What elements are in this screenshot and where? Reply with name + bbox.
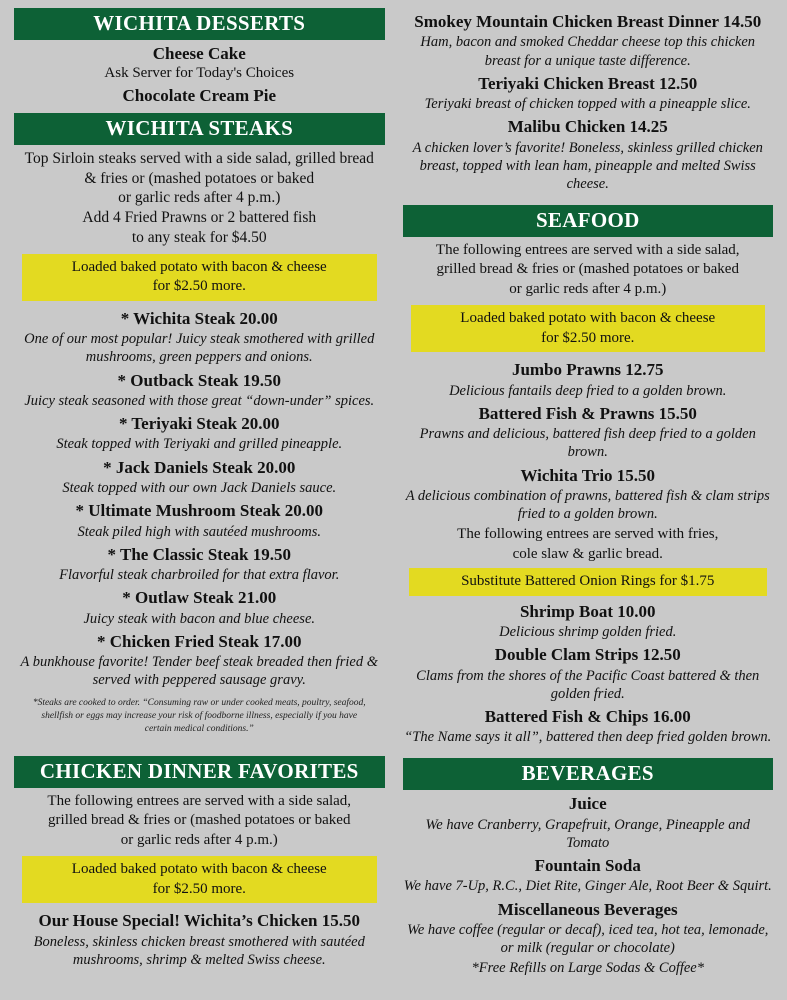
menu-item-name: * Outback Steak 19.50	[117, 370, 281, 390]
highlight-loaded-potato	[22, 254, 377, 301]
highlight-line: Substitute Battered Onion Rings for $1.75	[461, 573, 715, 590]
section-chicken-continued	[403, 12, 774, 193]
highlight-line: for $2.50 more.	[152, 278, 246, 295]
menu-item-name: Wichita Trio 15.50	[520, 465, 656, 485]
menu-item-name: Double Clam Strips 12.50	[494, 645, 681, 665]
highlight-loaded-potato	[411, 305, 766, 352]
menu-item-desc: Delicious fantails deep fried to a golden brown.	[449, 382, 727, 399]
seafood-intro	[403, 241, 774, 300]
menu-item-name: * Chicken Fried Steak 17.00	[97, 631, 302, 651]
seafood-intro-line: grilled bread & fries or (mashed potatoes or baked	[436, 261, 739, 278]
highlight-line: for $2.50 more.	[152, 880, 246, 897]
menu-item-desc: We have Cranberry, Grapefruit, Orange, Pineapple and Tomato	[425, 816, 750, 851]
menu-item-desc: Juicy steak with bacon and blue cheese.	[83, 610, 316, 627]
steaks-intro-line: Top Sirloin steaks served with a side salad, grilled bread	[24, 149, 374, 167]
menu-item-desc: A bunkhouse favorite! Tender beef steak breaded then fried & served with peppered sausage gravy.	[20, 654, 378, 689]
menu-item-name: Our House Special! Wichita’s Chicken 15.50	[38, 911, 360, 931]
steaks-intro-line: or garlic reds after 4 p.m.)	[118, 189, 281, 207]
chicken-intro	[14, 792, 385, 851]
section-title-beverages: BEVERAGES	[403, 758, 774, 790]
highlight-line: Loaded baked potato with bacon & cheese	[460, 310, 716, 327]
menu-item-desc: A chicken lover’s favorite! Boneless, skinless grilled chicken breast, topped with lean ham, pineapple and melted Swiss cheese.	[412, 139, 763, 192]
highlight-line: Loaded baked potato with bacon & cheese	[71, 258, 327, 275]
right-column	[403, 8, 774, 994]
menu-item-desc: Steak piled high with sautéed mushrooms.	[77, 523, 322, 540]
menu-item-name: * Teriyaki Steak 20.00	[118, 414, 280, 434]
menu-item-desc: Delicious shrimp golden fried.	[499, 624, 677, 641]
steaks-intro-line: Add 4 Fried Prawns or 2 battered fish	[82, 209, 317, 227]
chicken-intro-line: or garlic reds after 4 p.m.)	[120, 831, 278, 848]
section-desserts	[14, 8, 385, 107]
seafood-mid-intro-line: cole slaw & garlic bread.	[512, 545, 663, 562]
section-chicken	[14, 756, 385, 969]
menu-item-desc: Steak topped with Teriyaki and grilled pineapple.	[56, 436, 343, 453]
menu-item-desc: We have coffee (regular or decaf), iced tea, hot tea, lemonade, or milk (regular or chocolate)	[407, 921, 769, 957]
menu-item-name: * Wichita Steak 20.00	[120, 308, 278, 328]
highlight-loaded-potato	[22, 856, 377, 903]
menu-item-desc: A delicious combination of prawns, battered fish & clam strips fried to a golden brown.	[405, 487, 770, 523]
steaks-footnote: *Steaks are cooked to order. “Consuming raw or under cooked meats, poultry, seafood, shellfish or eggs may increase your risk of foodborne illness, especially if you have certain medical conditions.”	[32, 698, 366, 734]
section-title-desserts: WICHITA DESSERTS	[14, 8, 385, 40]
menu-item-name: Miscellaneous Beverages	[497, 899, 678, 919]
seafood-mid-intro-line: The following entrees are served with fries,	[457, 526, 719, 543]
highlight-line: Loaded baked potato with bacon & cheese	[71, 861, 327, 878]
menu-item-name: * The Classic Steak 19.50	[107, 544, 291, 564]
menu-item-name: * Outlaw Steak 21.00	[122, 588, 277, 608]
menu-item-desc: Clams from the shores of the Pacific Coast battered & then golden fried.	[416, 667, 760, 702]
menu-item-name: * Ultimate Mushroom Steak 20.00	[75, 501, 324, 521]
menu-item-name: Jumbo Prawns 12.75	[511, 360, 664, 380]
menu-item-desc: Flavorful steak charbroiled for that extra flavor.	[59, 567, 340, 584]
menu-item-desc: We have 7-Up, R.C., Diet Rite, Ginger Ale, Root Beer & Squirt.	[403, 878, 772, 895]
menu-item-desc: Prawns and delicious, battered fish deep fried to a golden brown.	[419, 426, 756, 461]
menu-item-desc: “The Name says it all”, battered then deep fried golden brown.	[404, 729, 772, 746]
menu-item-name: Shrimp Boat 10.00	[519, 601, 656, 621]
menu-item-name: Malibu Chicken 14.25	[507, 117, 668, 137]
menu-item-name: Ask Server for Today's Choices	[104, 65, 295, 82]
section-beverages	[403, 758, 774, 977]
menu-item-name: Juice	[568, 794, 607, 814]
menu-item-desc: Boneless, skinless chicken breast smothered with sautéed mushrooms, shrimp & melted Swiss cheese.	[33, 933, 365, 968]
section-steaks	[14, 113, 385, 736]
steaks-intro-line: & fries or (mashed potatoes or baked	[84, 169, 315, 187]
seafood-intro-line: The following entrees are served with a side salad,	[435, 241, 740, 258]
menu-item-desc: One of our most popular! Juicy steak smothered with grilled mushrooms, green peppers and onions.	[24, 331, 375, 366]
menu-item-desc: Steak topped with our own Jack Daniels sauce.	[62, 479, 337, 496]
left-column	[14, 8, 385, 994]
steaks-intro-line: to any steak for $4.50	[131, 229, 267, 247]
section-title-steaks: WICHITA STEAKS	[14, 113, 385, 145]
menu-item-name: Battered Fish & Prawns 15.50	[478, 403, 697, 423]
highlight-line: for $2.50 more.	[541, 329, 635, 346]
section-title-seafood: SEAFOOD	[403, 205, 774, 237]
section-seafood	[403, 205, 774, 746]
seafood-intro-line: or garlic reds after 4 p.m.)	[509, 280, 667, 297]
menu-item-name: Teriyaki Chicken Breast 12.50	[478, 73, 698, 93]
menu-item-desc: Teriyaki breast of chicken topped with a pineapple slice.	[424, 96, 751, 113]
highlight-onion-rings	[409, 568, 768, 596]
menu-item-desc: Juicy steak seasoned with those great “down-under” spices.	[24, 392, 375, 409]
seafood-mid-intro	[403, 525, 774, 564]
menu-item-name: * Jack Daniels Steak 20.00	[103, 457, 296, 477]
menu-item-name: Fountain Soda	[534, 856, 641, 876]
menu-item-name: Smokey Mountain Chicken Breast Dinner 14.50	[414, 12, 762, 31]
chicken-intro-line: grilled bread & fries or (mashed potatoes or baked	[48, 812, 351, 829]
steaks-intro	[14, 149, 385, 248]
menu-item-name: Cheese Cake	[152, 44, 246, 63]
menu-item-desc: Ham, bacon and smoked Cheddar cheese top this chicken breast for a unique taste difference.	[420, 34, 756, 69]
menu-item-name: Chocolate Cream Pie	[122, 86, 277, 106]
section-title-chicken: CHICKEN DINNER FAVORITES	[14, 756, 385, 788]
chicken-intro-line: The following entrees are served with a side salad,	[47, 792, 352, 809]
beverages-note: *Free Refills on Large Sodas & Coffee*	[471, 960, 704, 977]
menu-item-name: Battered Fish & Chips 16.00	[484, 706, 691, 726]
